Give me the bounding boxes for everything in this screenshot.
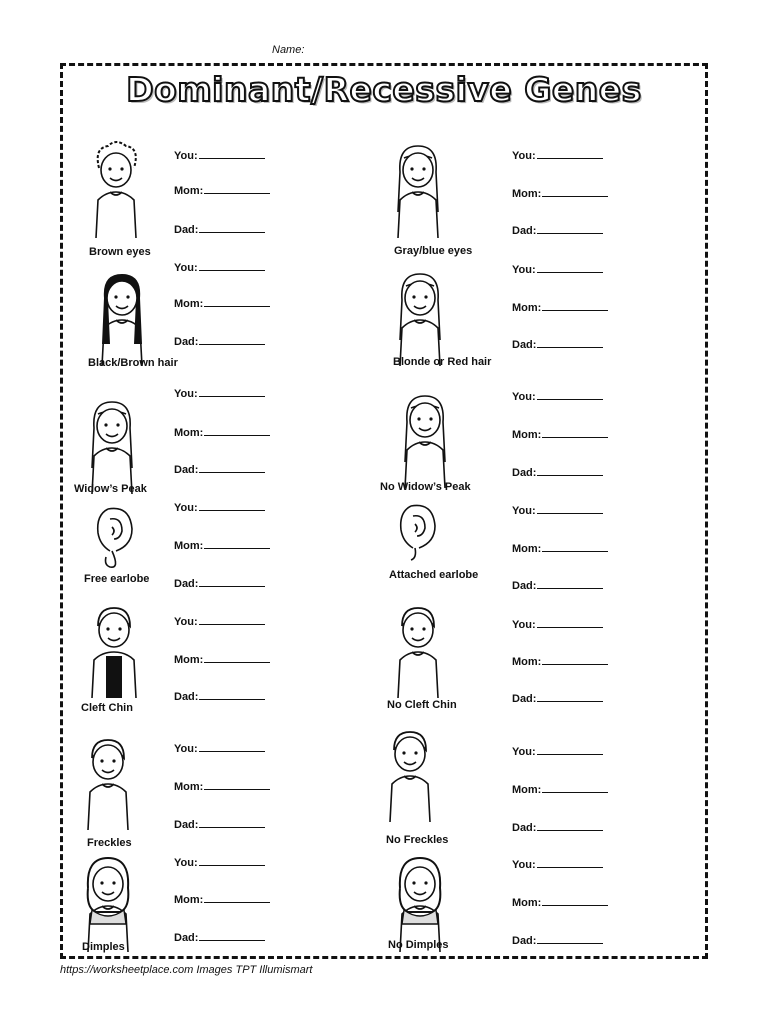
dad-answer-field[interactable] xyxy=(174,334,265,348)
footer-credit: https://worksheetplace.com Images TPT Illumismart xyxy=(60,964,313,976)
name-label: Name: xyxy=(272,44,305,56)
you-label: You: xyxy=(174,743,198,755)
answer-blank[interactable] xyxy=(199,576,265,587)
answer-blank[interactable] xyxy=(199,741,265,752)
mom-answer-field[interactable] xyxy=(174,652,270,666)
you-label: You: xyxy=(174,616,198,628)
answer-blank[interactable] xyxy=(204,652,270,663)
dad-answer-field[interactable] xyxy=(174,222,265,236)
ear-attached-icon xyxy=(393,500,439,575)
answer-blank[interactable] xyxy=(537,465,603,476)
you-answer-field[interactable] xyxy=(512,744,603,758)
mom-label: Mom: xyxy=(174,540,204,552)
answer-blank[interactable] xyxy=(542,300,608,311)
dad-label: Dad: xyxy=(512,225,537,237)
mom-label: Mom: xyxy=(174,185,204,197)
trait-caption: No Widow’s Peak xyxy=(380,481,471,493)
dad-answer-field[interactable] xyxy=(512,337,603,351)
dad-answer-field[interactable] xyxy=(174,462,265,476)
dad-label: Dad: xyxy=(512,822,537,834)
you-label: You: xyxy=(512,619,536,631)
you-answer-field[interactable] xyxy=(174,148,265,162)
answer-blank[interactable] xyxy=(537,691,603,702)
mom-label: Mom: xyxy=(512,784,542,796)
answer-blank[interactable] xyxy=(542,427,608,438)
mom-label: Mom: xyxy=(174,427,204,439)
answer-blank[interactable] xyxy=(199,817,265,828)
dad-label: Dad: xyxy=(512,580,537,592)
answer-blank[interactable] xyxy=(542,541,608,552)
dad-label: Dad: xyxy=(512,693,537,705)
you-label: You: xyxy=(512,505,536,517)
you-label: You: xyxy=(512,264,536,276)
dad-answer-field[interactable] xyxy=(174,689,265,703)
smiling-boy-icon xyxy=(76,730,140,839)
trait-caption: No Cleft Chin xyxy=(387,699,457,711)
dad-label: Dad: xyxy=(512,935,537,947)
answer-blank[interactable] xyxy=(537,262,603,273)
you-label: You: xyxy=(512,391,536,403)
you-label: You: xyxy=(174,262,198,274)
you-label: You: xyxy=(174,857,198,869)
dad-answer-field[interactable] xyxy=(512,691,603,705)
answer-blank[interactable] xyxy=(199,386,265,397)
smiling-boy-icon xyxy=(378,722,442,831)
answer-blank[interactable] xyxy=(199,500,265,511)
you-label: You: xyxy=(174,502,198,514)
you-answer-field[interactable] xyxy=(512,389,603,403)
answer-blank[interactable] xyxy=(199,148,265,159)
you-answer-field[interactable] xyxy=(512,617,603,631)
you-label: You: xyxy=(174,388,198,400)
you-answer-field[interactable] xyxy=(174,500,265,514)
trait-caption: Free earlobe xyxy=(84,573,150,585)
mom-answer-field[interactable] xyxy=(512,186,608,200)
mom-answer-field[interactable] xyxy=(174,892,270,906)
you-label: You: xyxy=(512,859,536,871)
trait-caption: No Dimples xyxy=(388,939,449,951)
mom-answer-field[interactable] xyxy=(174,538,270,552)
dad-answer-field[interactable] xyxy=(512,933,603,947)
you-label: You: xyxy=(512,150,536,162)
mom-label: Mom: xyxy=(174,781,204,793)
answer-blank[interactable] xyxy=(542,186,608,197)
trait-caption: Freckles xyxy=(87,837,132,849)
answer-blank[interactable] xyxy=(537,223,603,234)
mom-label: Mom: xyxy=(512,543,542,555)
answer-blank[interactable] xyxy=(537,857,603,868)
mom-answer-field[interactable] xyxy=(174,296,270,310)
answer-blank[interactable] xyxy=(199,334,265,345)
trait-caption: Blonde or Red hair xyxy=(393,356,492,368)
dad-label: Dad: xyxy=(174,336,199,348)
mom-label: Mom: xyxy=(512,656,542,668)
answer-blank[interactable] xyxy=(204,183,270,194)
you-answer-field[interactable] xyxy=(512,262,603,276)
answer-blank[interactable] xyxy=(199,222,265,233)
mom-label: Mom: xyxy=(512,429,542,441)
mom-label: Mom: xyxy=(174,298,204,310)
answer-blank[interactable] xyxy=(537,617,603,628)
dad-answer-field[interactable] xyxy=(512,820,603,834)
answer-blank[interactable] xyxy=(537,820,603,831)
answer-blank[interactable] xyxy=(537,389,603,400)
trait-caption: Brown eyes xyxy=(89,246,151,258)
answer-blank[interactable] xyxy=(204,425,270,436)
mom-label: Mom: xyxy=(512,302,542,314)
you-answer-field[interactable] xyxy=(512,857,603,871)
answer-blank[interactable] xyxy=(537,744,603,755)
answer-blank[interactable] xyxy=(542,782,608,793)
answer-blank[interactable] xyxy=(199,930,265,941)
dad-label: Dad: xyxy=(174,464,199,476)
answer-blank[interactable] xyxy=(204,892,270,903)
dad-label: Dad: xyxy=(174,819,199,831)
answer-blank[interactable] xyxy=(199,614,265,625)
answer-blank[interactable] xyxy=(204,296,270,307)
trait-caption: Attached earlobe xyxy=(389,569,479,581)
trait-caption: Cleft Chin xyxy=(81,702,133,714)
dad-answer-field[interactable] xyxy=(174,817,265,831)
you-answer-field[interactable] xyxy=(174,260,265,274)
dad-answer-field[interactable] xyxy=(174,576,265,590)
answer-blank[interactable] xyxy=(199,689,265,700)
boy-tshirt-icon xyxy=(386,598,450,707)
mom-answer-field[interactable] xyxy=(174,779,270,793)
mom-answer-field[interactable] xyxy=(512,654,608,668)
you-answer-field[interactable] xyxy=(174,614,265,628)
dad-answer-field[interactable] xyxy=(512,578,603,592)
trait-caption: Black/Brown hair xyxy=(88,357,178,369)
you-answer-field[interactable] xyxy=(174,855,265,869)
mom-answer-field[interactable] xyxy=(512,541,608,555)
dad-label: Dad: xyxy=(174,691,199,703)
answer-blank[interactable] xyxy=(542,654,608,665)
answer-blank[interactable] xyxy=(542,895,608,906)
you-answer-field[interactable] xyxy=(512,148,603,162)
answer-blank[interactable] xyxy=(199,462,265,473)
you-answer-field[interactable] xyxy=(174,741,265,755)
answer-blank[interactable] xyxy=(204,538,270,549)
you-answer-field[interactable] xyxy=(174,386,265,400)
page-title: Dominant/Recessive Genes xyxy=(126,70,642,109)
answer-blank[interactable] xyxy=(537,578,603,589)
mom-answer-field[interactable] xyxy=(174,425,270,439)
boy-jacket-icon xyxy=(82,598,146,707)
curly-hair-boy-icon xyxy=(84,138,148,247)
mom-label: Mom: xyxy=(512,897,542,909)
trait-caption: Dimples xyxy=(82,941,125,953)
ear-free-icon xyxy=(90,503,136,578)
you-answer-field[interactable] xyxy=(512,503,603,517)
trait-caption: Widow’s Peak xyxy=(74,483,147,495)
answer-blank[interactable] xyxy=(537,503,603,514)
answer-blank[interactable] xyxy=(537,337,603,348)
mom-answer-field[interactable] xyxy=(174,183,270,197)
answer-blank[interactable] xyxy=(204,779,270,790)
mom-answer-field[interactable] xyxy=(512,782,608,796)
mom-answer-field[interactable] xyxy=(512,300,608,314)
mom-answer-field[interactable] xyxy=(512,427,608,441)
answer-blank[interactable] xyxy=(199,260,265,271)
trait-caption: No Freckles xyxy=(386,834,449,846)
answer-blank[interactable] xyxy=(199,855,265,866)
dad-label: Dad: xyxy=(512,339,537,351)
trait-caption: Gray/blue eyes xyxy=(394,245,473,257)
answer-blank[interactable] xyxy=(537,148,603,159)
dad-answer-field[interactable] xyxy=(174,930,265,944)
dad-label: Dad: xyxy=(174,932,199,944)
answer-blank[interactable] xyxy=(537,933,603,944)
dad-answer-field[interactable] xyxy=(512,465,603,479)
dad-label: Dad: xyxy=(512,467,537,479)
mom-label: Mom: xyxy=(174,894,204,906)
mom-label: Mom: xyxy=(512,188,542,200)
long-hair-girl-icon xyxy=(386,138,450,247)
dad-answer-field[interactable] xyxy=(512,223,603,237)
mom-answer-field[interactable] xyxy=(512,895,608,909)
mom-label: Mom: xyxy=(174,654,204,666)
you-label: You: xyxy=(512,746,536,758)
dad-label: Dad: xyxy=(174,578,199,590)
you-label: You: xyxy=(174,150,198,162)
dad-label: Dad: xyxy=(174,224,199,236)
